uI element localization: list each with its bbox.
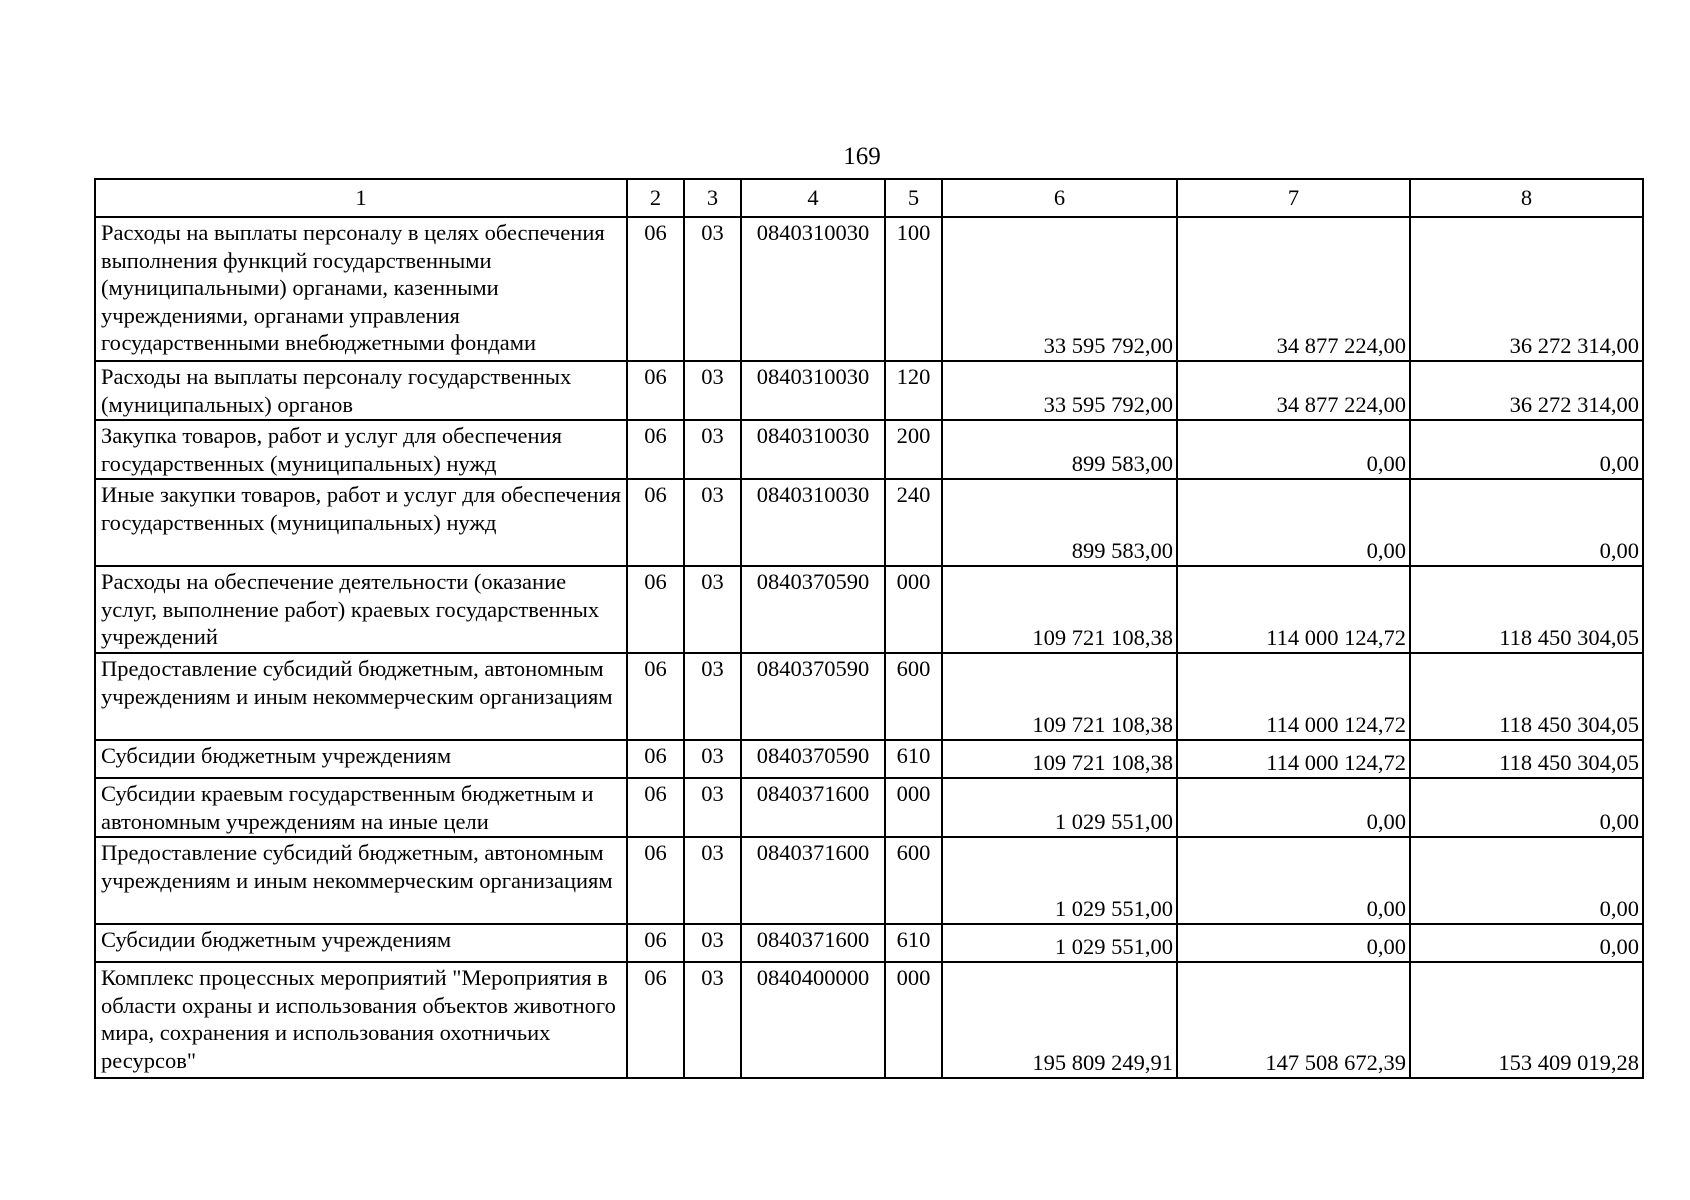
row-section: 06 bbox=[627, 479, 684, 566]
row-expense-type: 100 bbox=[885, 217, 942, 361]
row-subsection: 03 bbox=[684, 217, 741, 361]
row-subsection: 03 bbox=[684, 566, 741, 653]
table-row bbox=[95, 479, 1643, 566]
row-amount-col6: 899 583,00 bbox=[942, 479, 1177, 566]
row-amount-col7: 147 508 672,39 bbox=[1177, 962, 1410, 1078]
row-amount-col8: 118 450 304,05 bbox=[1410, 740, 1643, 778]
row-expense-type: 120 bbox=[885, 361, 942, 420]
header-row bbox=[95, 179, 1643, 217]
row-target-code: 0840400000 bbox=[741, 962, 885, 1078]
row-section: 06 bbox=[627, 837, 684, 924]
row-subsection: 03 bbox=[684, 778, 741, 837]
row-amount-col8: 0,00 bbox=[1410, 778, 1643, 837]
row-expense-type: 600 bbox=[885, 653, 942, 740]
row-amount-col7: 0,00 bbox=[1177, 420, 1410, 479]
row-name: Субсидии бюджетным учреждениям bbox=[95, 924, 627, 962]
row-amount-col8: 36 272 314,00 bbox=[1410, 217, 1643, 361]
row-amount-col7: 34 877 224,00 bbox=[1177, 361, 1410, 420]
row-section: 06 bbox=[627, 217, 684, 361]
row-target-code: 0840310030 bbox=[741, 361, 885, 420]
row-amount-col6: 33 595 792,00 bbox=[942, 217, 1177, 361]
row-section: 06 bbox=[627, 778, 684, 837]
row-section: 06 bbox=[627, 361, 684, 420]
column-header-8: 8 bbox=[1410, 179, 1643, 217]
row-amount-col6: 1 029 551,00 bbox=[942, 837, 1177, 924]
row-amount-col8: 0,00 bbox=[1410, 924, 1643, 962]
row-name: Комплекс процессных мероприятий "Мероприятия в области охраны и использования объектов животного мира, сохранения и использования охотничьих ресурсов" bbox=[95, 962, 627, 1078]
row-section: 06 bbox=[627, 566, 684, 653]
row-expense-type: 000 bbox=[885, 778, 942, 837]
row-amount-col8: 153 409 019,28 bbox=[1410, 962, 1643, 1078]
column-header-2: 2 bbox=[627, 179, 684, 217]
row-amount-col8: 118 450 304,05 bbox=[1410, 566, 1643, 653]
row-name: Иные закупки товаров, работ и услуг для обеспечения государственных (муниципальных) нужд bbox=[95, 479, 627, 566]
row-section: 06 bbox=[627, 420, 684, 479]
column-header-3: 3 bbox=[684, 179, 741, 217]
table-row bbox=[95, 837, 1643, 924]
row-amount-col6: 899 583,00 bbox=[942, 420, 1177, 479]
row-subsection: 03 bbox=[684, 740, 741, 778]
row-subsection: 03 bbox=[684, 653, 741, 740]
row-amount-col8: 118 450 304,05 bbox=[1410, 653, 1643, 740]
column-header-1: 1 bbox=[95, 179, 627, 217]
table-row bbox=[95, 924, 1643, 962]
column-header-5: 5 bbox=[885, 179, 942, 217]
row-amount-col8: 0,00 bbox=[1410, 837, 1643, 924]
row-amount-col6: 109 721 108,38 bbox=[942, 653, 1177, 740]
row-subsection: 03 bbox=[684, 420, 741, 479]
row-target-code: 0840371600 bbox=[741, 778, 885, 837]
row-amount-col6: 109 721 108,38 bbox=[942, 566, 1177, 653]
row-subsection: 03 bbox=[684, 962, 741, 1078]
row-amount-col7: 114 000 124,72 bbox=[1177, 566, 1410, 653]
row-amount-col6: 33 595 792,00 bbox=[942, 361, 1177, 420]
row-expense-type: 610 bbox=[885, 924, 942, 962]
table-row bbox=[95, 217, 1643, 361]
row-amount-col7: 34 877 224,00 bbox=[1177, 217, 1410, 361]
page-number: 169 bbox=[843, 143, 881, 170]
table-row bbox=[95, 361, 1643, 420]
table-body bbox=[95, 217, 1643, 1078]
row-expense-type: 240 bbox=[885, 479, 942, 566]
row-target-code: 0840310030 bbox=[741, 420, 885, 479]
row-amount-col7: 114 000 124,72 bbox=[1177, 653, 1410, 740]
row-amount-col7: 0,00 bbox=[1177, 924, 1410, 962]
row-expense-type: 600 bbox=[885, 837, 942, 924]
row-amount-col8: 0,00 bbox=[1410, 479, 1643, 566]
row-target-code: 0840310030 bbox=[741, 217, 885, 361]
row-section: 06 bbox=[627, 653, 684, 740]
row-subsection: 03 bbox=[684, 479, 741, 566]
table-row bbox=[95, 566, 1643, 653]
row-expense-type: 000 bbox=[885, 962, 942, 1078]
row-subsection: 03 bbox=[684, 361, 741, 420]
row-name: Расходы на обеспечение деятельности (оказание услуг, выполнение работ) краевых государственных учреждений bbox=[95, 566, 627, 653]
table-row bbox=[95, 778, 1643, 837]
table-row bbox=[95, 420, 1643, 479]
budget-table bbox=[94, 178, 1644, 1079]
row-target-code: 0840370590 bbox=[741, 566, 885, 653]
row-amount-col8: 0,00 bbox=[1410, 420, 1643, 479]
row-name: Субсидии бюджетным учреждениям bbox=[95, 740, 627, 778]
column-header-7: 7 bbox=[1177, 179, 1410, 217]
table-row bbox=[95, 962, 1643, 1078]
column-header-4: 4 bbox=[741, 179, 885, 217]
table-header bbox=[95, 179, 1643, 217]
row-target-code: 0840370590 bbox=[741, 653, 885, 740]
row-section: 06 bbox=[627, 740, 684, 778]
row-name: Расходы на выплаты персоналу государственных (муниципальных) органов bbox=[95, 361, 627, 420]
row-target-code: 0840310030 bbox=[741, 479, 885, 566]
row-subsection: 03 bbox=[684, 837, 741, 924]
row-amount-col6: 1 029 551,00 bbox=[942, 778, 1177, 837]
row-section: 06 bbox=[627, 924, 684, 962]
column-header-6: 6 bbox=[942, 179, 1177, 217]
row-amount-col7: 114 000 124,72 bbox=[1177, 740, 1410, 778]
row-amount-col6: 195 809 249,91 bbox=[942, 962, 1177, 1078]
row-name: Расходы на выплаты персоналу в целях обеспечения выполнения функций государственными (муниципальными) органами, казенными учреждениями, органами управления государственными внебюджетными фондами bbox=[95, 217, 627, 361]
table-row bbox=[95, 653, 1643, 740]
row-expense-type: 200 bbox=[885, 420, 942, 479]
row-name: Предоставление субсидий бюджетным, автономным учреждениям и иным некоммерческим организациям bbox=[95, 837, 627, 924]
row-amount-col7: 0,00 bbox=[1177, 778, 1410, 837]
row-name: Субсидии краевым государственным бюджетным и автономным учреждениям на иные цели bbox=[95, 778, 627, 837]
row-amount-col7: 0,00 bbox=[1177, 837, 1410, 924]
row-name: Закупка товаров, работ и услуг для обеспечения государственных (муниципальных) нужд bbox=[95, 420, 627, 479]
row-target-code: 0840370590 bbox=[741, 740, 885, 778]
row-amount-col6: 1 029 551,00 bbox=[942, 924, 1177, 962]
row-section: 06 bbox=[627, 962, 684, 1078]
table-row bbox=[95, 740, 1643, 778]
row-subsection: 03 bbox=[684, 924, 741, 962]
row-name: Предоставление субсидий бюджетным, автономным учреждениям и иным некоммерческим организациям bbox=[95, 653, 627, 740]
row-amount-col8: 36 272 314,00 bbox=[1410, 361, 1643, 420]
row-expense-type: 000 bbox=[885, 566, 942, 653]
row-amount-col7: 0,00 bbox=[1177, 479, 1410, 566]
row-amount-col6: 109 721 108,38 bbox=[942, 740, 1177, 778]
row-expense-type: 610 bbox=[885, 740, 942, 778]
row-target-code: 0840371600 bbox=[741, 924, 885, 962]
row-target-code: 0840371600 bbox=[741, 837, 885, 924]
